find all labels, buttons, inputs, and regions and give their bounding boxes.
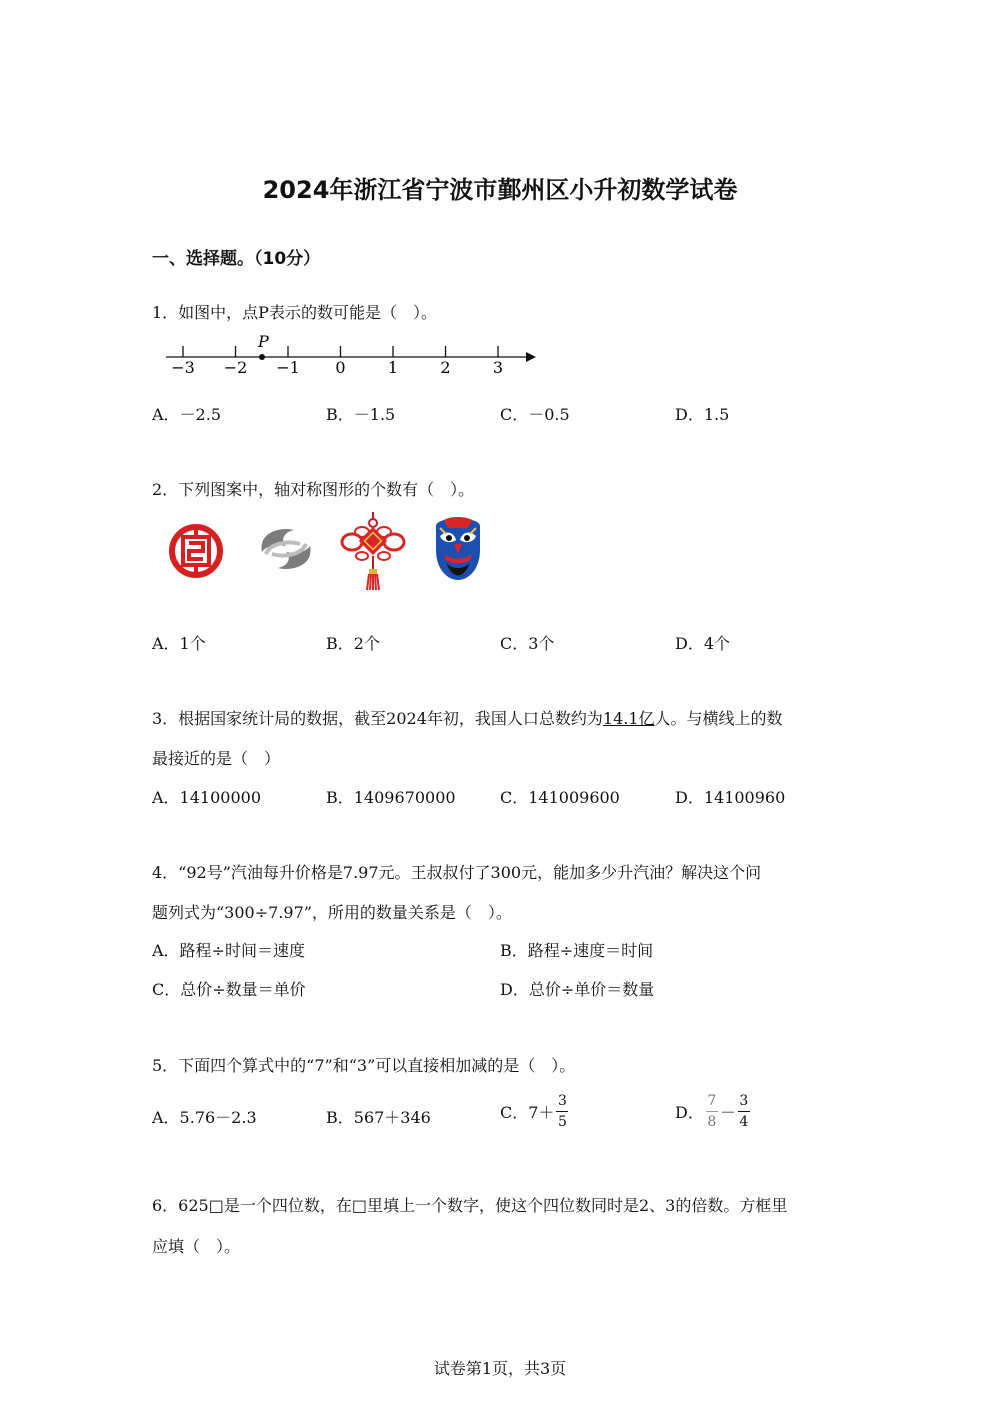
q3-option-c[interactable]: C．141009600: [500, 788, 620, 807]
q5-option-c[interactable]: [500, 1088, 570, 1134]
q1-option-b[interactable]: B．－1.5: [326, 405, 396, 424]
q5-option-c-fraction: [556, 1093, 568, 1130]
page-title: 2024年浙江省宁波市鄞州区小升初数学试卷: [262, 176, 738, 204]
fraction-bar: [556, 1111, 568, 1112]
question-3-stem: [152, 706, 783, 729]
number-line-tick-label: 1: [387, 358, 399, 377]
q1-option-d[interactable]: D．1.5: [675, 405, 730, 424]
q5-option-d[interactable]: [675, 1088, 752, 1134]
number-line-tick-label: −1: [276, 358, 300, 377]
question-5-stem: 5．下面四个算式中的“7”和“3”可以直接相加减的是（ ）。: [152, 1056, 576, 1075]
point-p-label: P: [258, 332, 269, 351]
fraction-numerator: 3: [557, 1092, 567, 1109]
fraction-numerator: 7: [707, 1092, 717, 1109]
q5-option-b[interactable]: B．567＋346: [326, 1108, 431, 1127]
q2-option-c[interactable]: C．3个: [500, 634, 555, 653]
question-4-stem: 4．“92号”汽油每升价格是7.97元。王叔叔付了300元，能加多少升汽油？解决这个问: [152, 863, 762, 882]
q5-option-a[interactable]: A．5.76－2.3: [152, 1108, 257, 1127]
q2-option-b[interactable]: B．2个: [326, 634, 380, 653]
number-line-figure: [0, 0, 1000, 400]
section-heading: 一、选择题。（10分）: [152, 249, 321, 269]
q2-option-a[interactable]: A．1个: [152, 634, 206, 653]
q3-stem-part-a: 3．根据国家统计局的数据，截至2024年初，我国人口总数约为: [152, 709, 603, 728]
q3-underlined-number: 14.1亿: [602, 709, 655, 728]
q1-option-c[interactable]: C．－0.5: [500, 405, 570, 424]
swirl-logo-icon: [256, 522, 316, 576]
bank-logo-icon: [165, 518, 227, 582]
opera-mask-icon: [430, 514, 486, 582]
q4-option-b[interactable]: B．路程÷速度＝时间: [500, 941, 654, 960]
fraction-bar: [706, 1111, 718, 1112]
q2-option-d[interactable]: D．4个: [675, 634, 731, 653]
q4-option-d[interactable]: D．总价÷单价＝数量: [500, 980, 655, 999]
q3-option-d[interactable]: D．14100960: [675, 788, 786, 807]
q4-option-a[interactable]: A．路程÷时间＝速度: [152, 941, 305, 960]
q5-option-d-operator: －: [719, 1102, 736, 1122]
page-footer: 试卷第1页，共3页: [433, 1359, 567, 1378]
q5-option-d-prefix: D．: [675, 1102, 704, 1122]
chinese-knot-icon: [338, 512, 408, 592]
q1-option-a[interactable]: A．－2.5: [152, 405, 222, 424]
q5-option-c-prefix: C．7＋: [500, 1102, 555, 1122]
q4-option-c[interactable]: C．总价÷数量＝单价: [152, 980, 306, 999]
question-1-stem: 1．如图中，点P表示的数可能是（ ）。: [152, 303, 437, 322]
number-line-arrow: [526, 352, 536, 362]
fraction-numerator: 3: [739, 1092, 749, 1109]
question-3-stem-line2: 最接近的是（ ）: [152, 749, 281, 768]
question-6-stem: 6．625□是一个四位数，在□里填上一个数字，使这个四位数同时是2、3的倍数。方框里: [152, 1196, 788, 1215]
q3-option-a[interactable]: A．14100000: [152, 788, 261, 807]
fraction-bar: [738, 1111, 750, 1112]
fraction-denominator: 8: [707, 1113, 717, 1130]
q3-option-b[interactable]: B．1409670000: [326, 788, 456, 807]
point-p: [259, 354, 265, 360]
fraction-denominator: 5: [557, 1113, 567, 1130]
question-6-stem-line2: 应填（ ）。: [152, 1237, 241, 1256]
question-4-stem-line2: 题列式为“300÷7.97”，所用的数量关系是（ ）。: [152, 903, 512, 922]
number-line-tick-label: −3: [171, 358, 195, 377]
q5-option-d-fraction-2: [738, 1093, 750, 1130]
number-line-tick-label: −2: [223, 358, 248, 377]
question-2-stem: 2．下列图案中，轴对称图形的个数有（ ）。: [152, 480, 475, 499]
number-line-tick-label: 2: [440, 358, 451, 377]
number-line-tick-label: 0: [335, 358, 346, 377]
fraction-denominator: 4: [739, 1113, 749, 1130]
q3-stem-part-b: 人。与横线上的数: [654, 709, 783, 728]
q5-option-d-fraction-1: [706, 1093, 718, 1130]
number-line-tick-label: 3: [492, 358, 504, 377]
